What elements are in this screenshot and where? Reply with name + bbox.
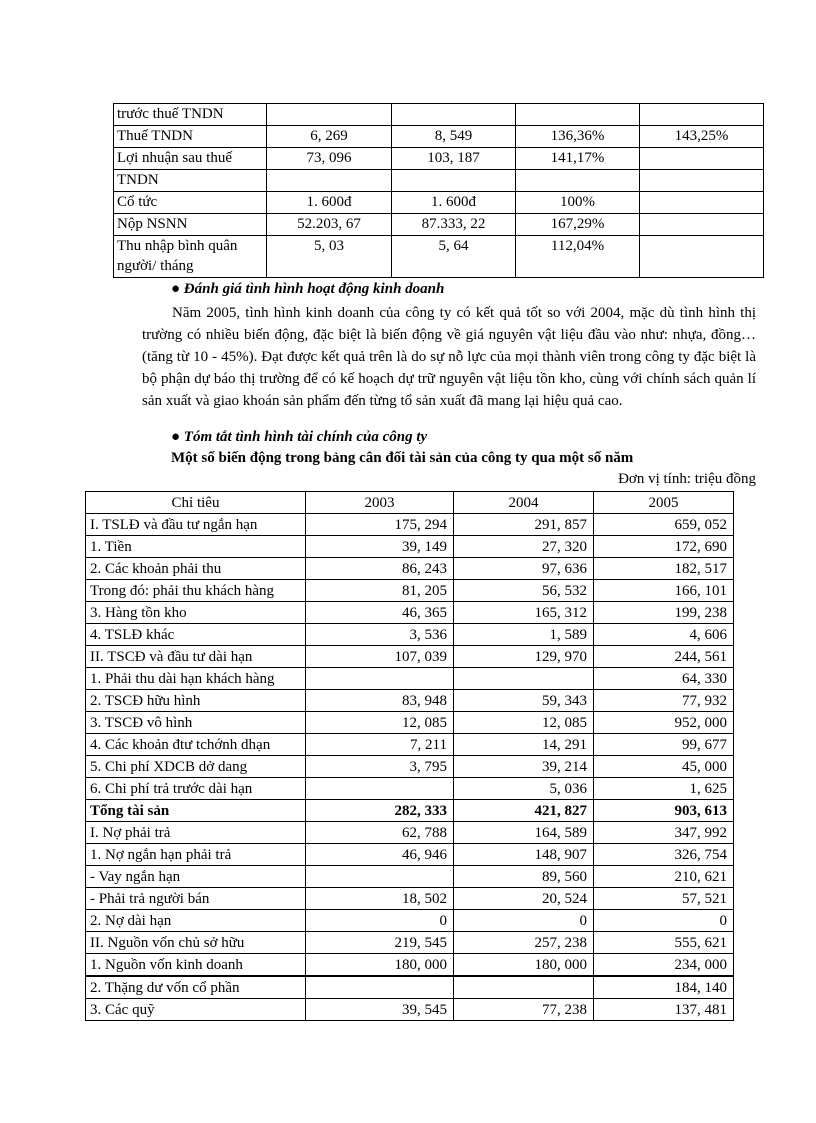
row-label: Tổng tài sản	[86, 800, 306, 822]
value-2003: 46, 365	[306, 602, 454, 624]
value-2003: 62, 788	[306, 822, 454, 844]
row-label: 1. Phải thu dài hạn khách hàng	[86, 668, 306, 690]
row-label: 1. Nguồn vốn kinh doanh	[86, 954, 306, 977]
value-2005: 77, 932	[594, 690, 734, 712]
value-2004: 20, 524	[454, 888, 594, 910]
header-2005: 2005	[594, 492, 734, 514]
row-label: 3. Các quỹ	[86, 999, 306, 1021]
value-2005	[392, 104, 516, 126]
row-label: - Vay ngắn hạn	[86, 866, 306, 888]
value-2004: 1. 600đ	[267, 192, 392, 214]
table-row	[86, 910, 734, 932]
section-heading-financial-summary: ● Tóm tắt tình hình tài chính của công ty	[171, 429, 428, 445]
value-2005: 0	[594, 910, 734, 932]
row-label: Trong đó: phải thu khách hàng	[86, 580, 306, 602]
value-2005: 182, 517	[594, 558, 734, 580]
ratio-percent: 112,04%	[516, 236, 640, 278]
table-row	[86, 558, 734, 580]
value-2005: 137, 481	[594, 999, 734, 1021]
row-label: 2. Nợ dài hạn	[86, 910, 306, 932]
value-2005: 64, 330	[594, 668, 734, 690]
value-2005: 166, 101	[594, 580, 734, 602]
value-2003: 175, 294	[306, 514, 454, 536]
value-2004: 148, 907	[454, 844, 594, 866]
value-2004: 180, 000	[454, 954, 594, 977]
table-row	[86, 756, 734, 778]
table-subtitle: Một số biến động trong bảng cân đối tài sản của công ty qua một số năm	[171, 450, 634, 466]
row-label: 1. Tiền	[86, 536, 306, 558]
row-label: Cổ tức	[114, 192, 267, 214]
value-2005	[392, 170, 516, 192]
value-2003: 3, 536	[306, 624, 454, 646]
value-2004: 6, 269	[267, 126, 392, 148]
table-row	[86, 646, 734, 668]
table-row	[86, 954, 734, 977]
value-2003: 12, 085	[306, 712, 454, 734]
row-label: II. TSCĐ và đầu tư dài hạn	[86, 646, 306, 668]
plan-percent	[640, 170, 764, 192]
value-2004: 39, 214	[454, 756, 594, 778]
table-row	[86, 580, 734, 602]
value-2004: 14, 291	[454, 734, 594, 756]
value-2004: 5, 03	[267, 236, 392, 278]
value-2003	[306, 976, 454, 999]
value-2004: 56, 532	[454, 580, 594, 602]
value-2003: 83, 948	[306, 690, 454, 712]
value-2003: 3, 795	[306, 756, 454, 778]
value-2003: 46, 946	[306, 844, 454, 866]
value-2003	[306, 778, 454, 800]
table-row	[86, 976, 734, 999]
row-label: 2. TSCĐ hữu hình	[86, 690, 306, 712]
balance-sheet-table	[85, 491, 734, 1021]
value-2003: 0	[306, 910, 454, 932]
ratio-percent: 167,29%	[516, 214, 640, 236]
value-2005: 659, 052	[594, 514, 734, 536]
value-2005: 87.333, 22	[392, 214, 516, 236]
value-2004: 1, 589	[454, 624, 594, 646]
table-row	[86, 822, 734, 844]
value-2004: 59, 343	[454, 690, 594, 712]
value-2003	[306, 668, 454, 690]
value-2005: 99, 677	[594, 734, 734, 756]
row-label: 1. Nợ ngắn hạn phải trả	[86, 844, 306, 866]
row-label: 3. Hàng tồn kho	[86, 602, 306, 624]
row-label: - Phải trả người bán	[86, 888, 306, 910]
row-label: 4. Các khoản đtư tchớnh dhạn	[86, 734, 306, 756]
header-indicator: Chỉ tiêu	[86, 492, 306, 514]
row-label: Nộp NSNN	[114, 214, 267, 236]
ratio-percent: 100%	[516, 192, 640, 214]
table-row	[114, 170, 764, 192]
plan-percent: 143,25%	[640, 126, 764, 148]
value-2005: 5, 64	[392, 236, 516, 278]
value-2005: 8, 549	[392, 126, 516, 148]
business-evaluation-paragraph	[142, 302, 756, 412]
value-2005: 234, 000	[594, 954, 734, 977]
table-row	[114, 236, 764, 278]
value-2004: 73, 096	[267, 148, 392, 170]
value-2003: 282, 333	[306, 800, 454, 822]
section-heading-business-evaluation: ● Đánh giá tình hình hoạt động kinh doanh	[171, 281, 445, 297]
row-label: 4. TSLĐ khác	[86, 624, 306, 646]
value-2004	[454, 668, 594, 690]
value-2004: 257, 238	[454, 932, 594, 954]
row-label: II. Nguồn vốn chủ sở hữu	[86, 932, 306, 954]
plan-percent	[640, 236, 764, 278]
value-2004: 165, 312	[454, 602, 594, 624]
value-2004: 77, 238	[454, 999, 594, 1021]
row-label: Thuế TNDN	[114, 126, 267, 148]
value-2004	[267, 104, 392, 126]
table-row	[86, 536, 734, 558]
value-2005: 555, 621	[594, 932, 734, 954]
value-2005: 952, 000	[594, 712, 734, 734]
value-2005: 57, 521	[594, 888, 734, 910]
table-row	[86, 778, 734, 800]
row-label: 2. Các khoản phải thu	[86, 558, 306, 580]
value-2005: 172, 690	[594, 536, 734, 558]
value-2004: 52.203, 67	[267, 214, 392, 236]
ratio-percent: 141,17%	[516, 148, 640, 170]
value-2005: 1. 600đ	[392, 192, 516, 214]
performance-table	[113, 103, 764, 278]
plan-percent	[640, 104, 764, 126]
table-row	[86, 844, 734, 866]
value-2004: 421, 827	[454, 800, 594, 822]
table-row	[86, 734, 734, 756]
value-2005: 45, 000	[594, 756, 734, 778]
table-row	[86, 800, 734, 822]
row-label: 3. TSCĐ vô hình	[86, 712, 306, 734]
header-2003: 2003	[306, 492, 454, 514]
table-header-row	[86, 492, 734, 514]
value-2004	[454, 976, 594, 999]
ratio-percent	[516, 104, 640, 126]
value-2003: 7, 211	[306, 734, 454, 756]
table-row	[86, 866, 734, 888]
row-label: Lợi nhuận sau thuế	[114, 148, 267, 170]
row-label: 2. Thặng dư vốn cổ phần	[86, 976, 306, 999]
table-row	[86, 668, 734, 690]
value-2003: 18, 502	[306, 888, 454, 910]
table-row	[86, 514, 734, 536]
paragraph-text: Năm 2005, tình hình kinh doanh của công ty có kết quả tốt so với 2004, mặc dù tình hình thị trường có nhiều biến động, đặc biệt là biến động về giá nguyên vật liệu đầu vào như: nhựa, đồng… (tăng từ 10 - 45%). Đạt được kết quả trên là do sự nỗ lực của mọi thành viên trong công ty đặc biệt là bộ phận dự báo thị trường để có kế hoạch dự trữ nguyên vật liệu tồn kho, cùng với chính sách quản lí sản xuất và giao khoán sản phẩm đến từng tổ sản xuất đã mang lại hiệu quả cao.	[142, 305, 756, 409]
value-2004: 291, 857	[454, 514, 594, 536]
row-label: 6. Chi phí trả trước dài hạn	[86, 778, 306, 800]
value-2004: 5, 036	[454, 778, 594, 800]
plan-percent	[640, 192, 764, 214]
table-row	[114, 148, 764, 170]
value-2004: 27, 320	[454, 536, 594, 558]
table-row	[86, 712, 734, 734]
header-2004: 2004	[454, 492, 594, 514]
value-2004	[267, 170, 392, 192]
value-2005: 1, 625	[594, 778, 734, 800]
table-row	[86, 932, 734, 954]
row-label: I. TSLĐ và đầu tư ngắn hạn	[86, 514, 306, 536]
value-2005: 4, 606	[594, 624, 734, 646]
table-row	[86, 999, 734, 1021]
value-2003: 180, 000	[306, 954, 454, 977]
value-2005: 347, 992	[594, 822, 734, 844]
ratio-percent	[516, 170, 640, 192]
table-row	[86, 690, 734, 712]
value-2003	[306, 866, 454, 888]
row-label: 5. Chi phí XDCB dở dang	[86, 756, 306, 778]
value-2003: 81, 205	[306, 580, 454, 602]
table-row	[114, 192, 764, 214]
value-2003: 107, 039	[306, 646, 454, 668]
value-2005: 184, 140	[594, 976, 734, 999]
value-2005: 244, 561	[594, 646, 734, 668]
value-2003: 39, 545	[306, 999, 454, 1021]
plan-percent	[640, 148, 764, 170]
value-2005: 326, 754	[594, 844, 734, 866]
row-label: trước thuế TNDN	[114, 104, 267, 126]
value-2005: 210, 621	[594, 866, 734, 888]
ratio-percent: 136,36%	[516, 126, 640, 148]
table-row	[86, 888, 734, 910]
value-2004: 164, 589	[454, 822, 594, 844]
value-2004: 129, 970	[454, 646, 594, 668]
table-row	[114, 126, 764, 148]
value-2005: 903, 613	[594, 800, 734, 822]
value-2003: 39, 149	[306, 536, 454, 558]
plan-percent	[640, 214, 764, 236]
row-label: I. Nợ phải trả	[86, 822, 306, 844]
value-2005: 103, 187	[392, 148, 516, 170]
value-2004: 12, 085	[454, 712, 594, 734]
table-row	[86, 602, 734, 624]
table-row	[114, 104, 764, 126]
value-2005: 199, 238	[594, 602, 734, 624]
table-row	[86, 624, 734, 646]
value-2003: 86, 243	[306, 558, 454, 580]
value-2004: 97, 636	[454, 558, 594, 580]
unit-note: Đơn vị tính: triệu đồng	[618, 471, 756, 487]
value-2004: 0	[454, 910, 594, 932]
value-2003: 219, 545	[306, 932, 454, 954]
row-label: TNDN	[114, 170, 267, 192]
row-label: Thu nhập bình quân người/ tháng	[114, 236, 267, 278]
table-row	[114, 214, 764, 236]
value-2004: 89, 560	[454, 866, 594, 888]
